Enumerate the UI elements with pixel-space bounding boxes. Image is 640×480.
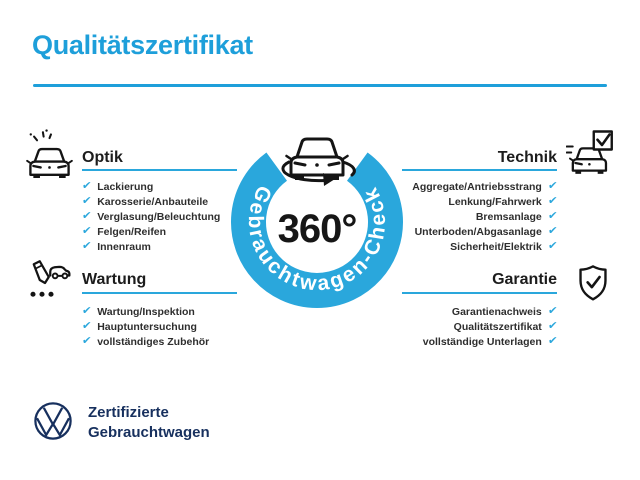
- shield-check-icon: [574, 262, 612, 304]
- checklist-item-label: Lenkung/Fahrwerk: [448, 195, 542, 208]
- checklist-item: [423, 304, 557, 319]
- section-rule-technik: [402, 169, 557, 171]
- check-icon: ✔: [547, 210, 558, 222]
- page-title: Qualitätszertifikat: [32, 30, 253, 60]
- checklist-item-label: Unterboden/Abgasanlage: [414, 225, 542, 238]
- section-rule-garantie: [402, 292, 557, 294]
- check-icon: ✔: [547, 320, 558, 332]
- 360-check-badge: [207, 107, 427, 337]
- service-checklist-icon: [24, 258, 72, 302]
- section-title-garantie: Garantie: [492, 271, 557, 288]
- check-icon: ✔: [81, 180, 92, 192]
- check-icon: ✔: [81, 225, 92, 237]
- checklist-item-label: Sicherheit/Elektrik: [450, 240, 542, 253]
- checklist-item: [412, 239, 557, 254]
- title-divider: [33, 84, 607, 87]
- check-icon: ✔: [81, 210, 92, 222]
- checklist-item: [412, 224, 557, 239]
- checklist-item-label: Lackierung: [97, 180, 154, 193]
- checklist-item-label: Verglasung/Beleuchtung: [97, 210, 221, 223]
- check-icon: ✔: [81, 195, 92, 207]
- check-icon: ✔: [547, 180, 558, 192]
- check-icon: ✔: [81, 320, 92, 332]
- checklist-item-label: Hauptuntersuchung: [97, 320, 197, 333]
- checklist-wartung: [82, 304, 209, 349]
- checklist-item: [423, 319, 557, 334]
- checklist-item: [82, 194, 220, 209]
- checklist-optik: [82, 179, 220, 254]
- checklist-item: [423, 334, 557, 349]
- footer-brand-line1: Zertifizierte: [88, 404, 169, 421]
- checklist-item: [82, 304, 209, 319]
- checklist-item-label: Aggregate/Antriebsstrang: [412, 180, 542, 193]
- vw-logo-icon: [33, 401, 73, 441]
- checklist-item-label: vollständiges Zubehör: [97, 335, 210, 348]
- checklist-item: [82, 209, 220, 224]
- badge-ring-label: Gebrauchtwagen-Check: [243, 181, 391, 296]
- checklist-item-label: Innenraum: [97, 240, 151, 253]
- checklist-item: [82, 179, 220, 194]
- car-shine-icon: [26, 129, 73, 178]
- check-icon: ✔: [81, 305, 92, 317]
- checklist-item: [82, 334, 209, 349]
- section-rule-optik: [82, 169, 237, 171]
- checklist-item-label: Karosserie/Anbauteile: [97, 195, 209, 208]
- check-icon: ✔: [547, 335, 558, 347]
- footer-brand-text: [88, 403, 210, 443]
- section-rule-wartung: [82, 292, 237, 294]
- checklist-garantie: [423, 304, 557, 349]
- check-icon: ✔: [547, 225, 558, 237]
- checklist-item: [412, 209, 557, 224]
- checklist-item-label: Felgen/Reifen: [97, 225, 167, 238]
- section-title-optik: Optik: [82, 149, 123, 166]
- checklist-item: [412, 194, 557, 209]
- checklist-item: [412, 179, 557, 194]
- car-rotation-icon: [283, 139, 354, 186]
- section-title-technik: Technik: [497, 149, 557, 166]
- footer-brand-line2: Gebrauchtwagen: [88, 424, 210, 441]
- checklist-item-label: Wartung/Inspektion: [97, 305, 195, 318]
- car-checkbox-icon: [566, 130, 614, 178]
- badge-degree-label: 360°: [277, 207, 357, 251]
- checklist-item-label: Garantienachweis: [451, 305, 542, 318]
- check-icon: ✔: [547, 240, 558, 252]
- checklist-item: [82, 239, 220, 254]
- check-icon: ✔: [81, 335, 92, 347]
- checklist-item-label: Bremsanlage: [475, 210, 542, 223]
- checklist-item-label: vollständige Unterlagen: [422, 335, 542, 348]
- section-title-wartung: Wartung: [82, 271, 147, 288]
- check-icon: ✔: [81, 240, 92, 252]
- checklist-item: [82, 319, 209, 334]
- check-icon: ✔: [547, 305, 558, 317]
- checklist-technik: [412, 179, 557, 254]
- checklist-item: [82, 224, 220, 239]
- check-icon: ✔: [547, 195, 558, 207]
- checklist-item-label: Qualitätszertifikat: [453, 320, 542, 333]
